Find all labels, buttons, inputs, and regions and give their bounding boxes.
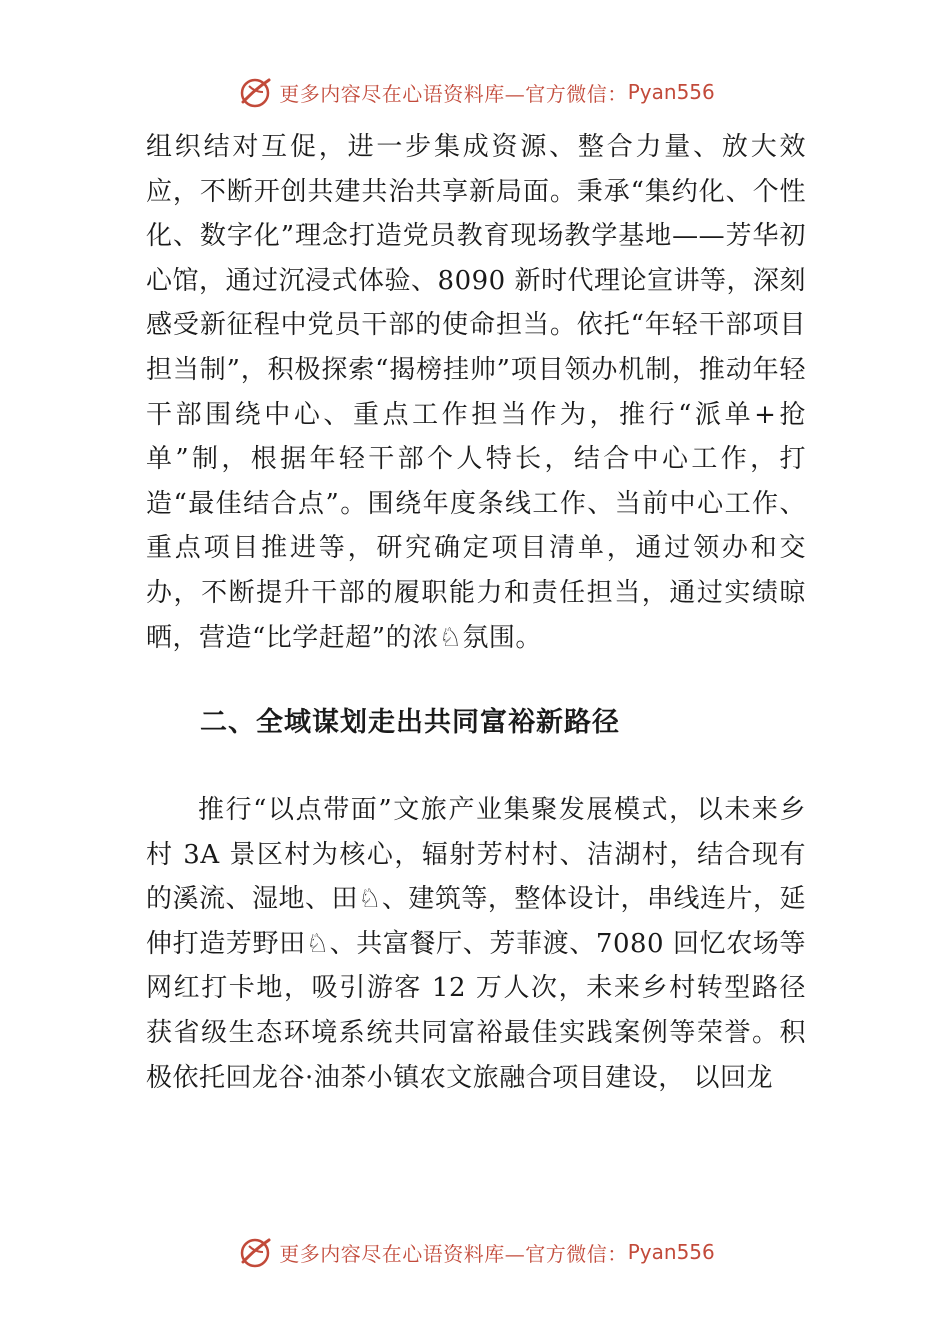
watermark-banner-bottom [0, 1230, 950, 1274]
section-body-block [146, 788, 806, 1100]
continuation-paragraph: 组织结对互促，进一步集成资源、整合力量、放大效应，不断开创共建共治共享新局面。秉承“集约化、个性化、数字化”理念打造党员教育现场教学基地——芳华初心馆，通过沉浸式体验、8090 新时代理论宣讲等，深刻感受新征程中党员干部的使命担当。依托“年轻干部项目担当制”，积极探索“揭榜挂帅”项目领办机制，推动年轻干部围绕中心、重点工作担当作为，推行“派单+抢单”制，根据年轻干部个人特长，结合中心工作，打造“最佳结合点”。围绕年度条线工作、当前中心工作、重点项目推进等，研究确定项目清单，通过领办和交办，不断提升干部的履职能力和责任担当，通过实绩晾晒，营造“比学赶超”的浓♘氛围。 [146, 132, 806, 653]
brush-logo-icon [235, 1232, 275, 1272]
watermark-text: 更多内容尽在心语资料库—官方微信： [279, 1241, 628, 1266]
section-body-paragraph: 推行“以点带面”文旅产业集聚发展模式，以未来乡村 3A 景区村为核心，辐射芳村村、洁湖村，结合现有的溪流、湿地、田♘、建筑等，整体设计，串线连片，延伸打造芳野田♘、共富餐厅、芳菲渡、7080 回忆农场等网红打卡地，吸引游客 12 万人次，未来乡村转型路径获省级生态环境系统共同富裕最佳实践案例等荣誉。积极依托回龙谷·油茶小镇农文旅融合项目建设， 以回龙 [146, 795, 806, 1093]
watermark-wechat-id: Pyan556 [627, 80, 715, 104]
continuation-paragraph-block [146, 125, 806, 660]
section-heading: 二、全域谋划走出共同富裕新路径 [200, 707, 620, 738]
brush-logo-icon [235, 72, 275, 112]
watermark-banner-top [0, 70, 950, 114]
watermark-wechat-id: Pyan556 [627, 1240, 715, 1264]
watermark-text: 更多内容尽在心语资料库—官方微信： [279, 81, 628, 106]
